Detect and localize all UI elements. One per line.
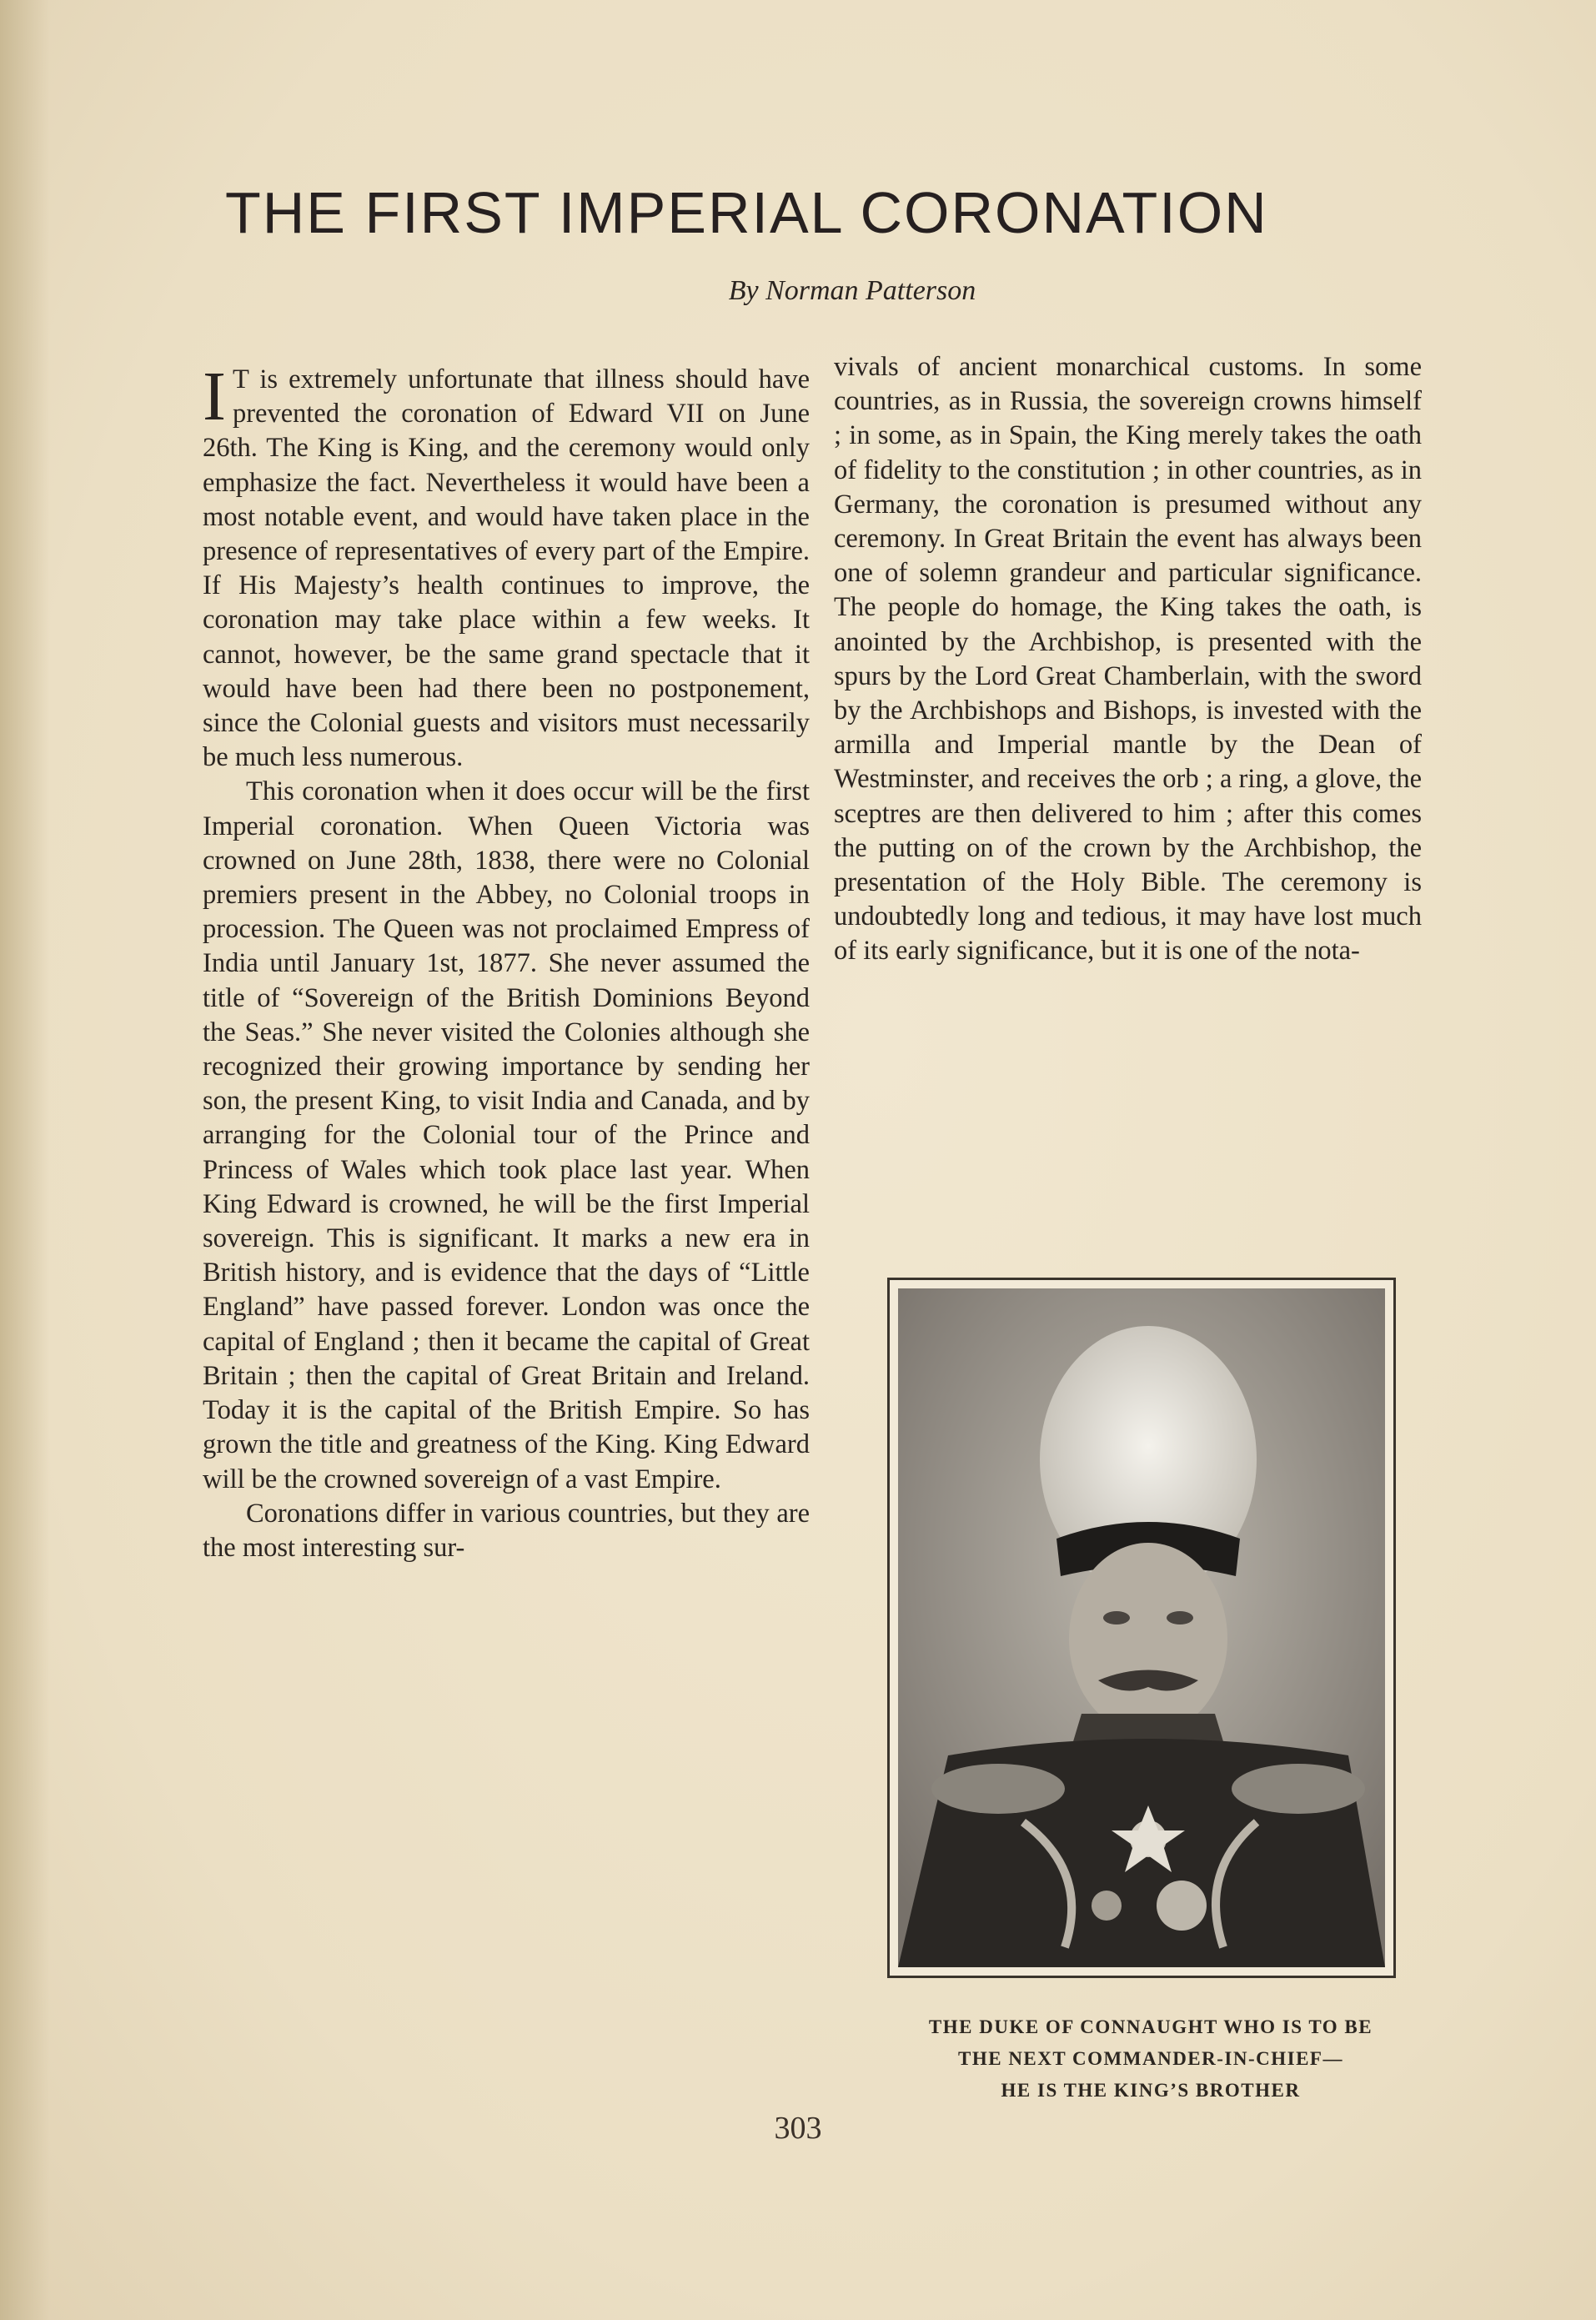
- paragraph-continued: vivals of ancient monarchical customs. In some countries, as in Russia, the sovereign crowns himself ; in some, as in Spain, the King merely takes the oath of fidelity to the constitution ; in other countries, as in Germany, the coronation is presumed without any ceremony. In Great Britain the event has always been one of solemn grandeur and particular significance. The people do homage, the King takes the oath, is anointed by the Archbishop, is presented with the spurs by the Lord Great Chamberlain, with the sword by the Archbishops and Bishops, is invested with the armilla and Imperial mantle by the Dean of Westminster, and receives the orb ; a ring, a glove, the sceptres are then delivered to him ; after this comes the putting on of the crown by the Archbishop, the presentation of the Holy Bible. The ceremony is undoubtedly long and tedious, it may have lost much of its early significance, but it is one of the nota-: [834, 352, 1422, 967]
- figure-caption: [851, 2011, 1451, 2107]
- article-title: THE FIRST IMPERIAL CORONATION: [225, 180, 1268, 245]
- byline: By Norman Patterson: [728, 275, 976, 306]
- portrait-frame: [887, 1278, 1396, 1978]
- right-column: [834, 350, 1422, 969]
- dropcap: I: [203, 358, 226, 435]
- paragraph-2: This coronation when it does occur will be the first Imperial coronation. When Queen Victoria was crowned on June 28th, 1838, there were no Colonial premiers present in the Abbey, no Colonial troops in procession. The Queen was not proclaimed Empress of India until January 1st, 1877. She never assumed the title of “Sovereign of the British Dominions Beyond the Seas.” She never visited the Colonies although she recognized their growing importance by sending her son, the present King, to visit India and Canada, and by arranging for the Colonial tour of the Prince and Princess of Wales which took place last year. When King Edward is crowned, he will be the first Imperial sovereign. This is significant. It marks a new era in British history, and is evidence that the days of “Little England” have passed forever. London was once the capital of England ; then it became the capital of Great Britain ; then the capital of Great Britain and Ireland. Today it is the capital of the British Empire. So has grown the title and greatness of the King. King Edward will be the crowned sovereign of a vast Empire.: [203, 776, 810, 1494]
- portrait-photo: [898, 1288, 1385, 1967]
- paragraph-1: [203, 358, 810, 775]
- paragraph-3: Coronations differ in various countries, but they are the most interesting sur-: [203, 1498, 810, 1563]
- caption-line-1: THE DUKE OF CONNAUGHT WHO IS TO BE: [928, 2016, 1373, 2037]
- gutter-shadow: [0, 0, 50, 2320]
- paragraph-1-text: T is extremely unfortunate that illness should have prevented the coronation of Edward VII on June 26th. The King is King, and the ceremony would only emphasize the fact. Nevertheless it would have been a most notable event, and would have taken place in the presence of representatives of every part of the Empire. If His Majesty’s health continues to improve, the coronation may take place within a few weeks. It cannot, however, be the same grand spectacle that it would have been had there been no postponement, since the Colonial guests and visitors must necessarily be much less numerous.: [203, 364, 810, 773]
- left-column: [203, 358, 810, 1565]
- page-number: 303: [774, 2111, 822, 2146]
- caption-line-2: THE NEXT COMMANDER-IN-CHIEF—: [958, 2048, 1343, 2069]
- caption-line-3: HE IS THE KING’S BROTHER: [1001, 2080, 1301, 2101]
